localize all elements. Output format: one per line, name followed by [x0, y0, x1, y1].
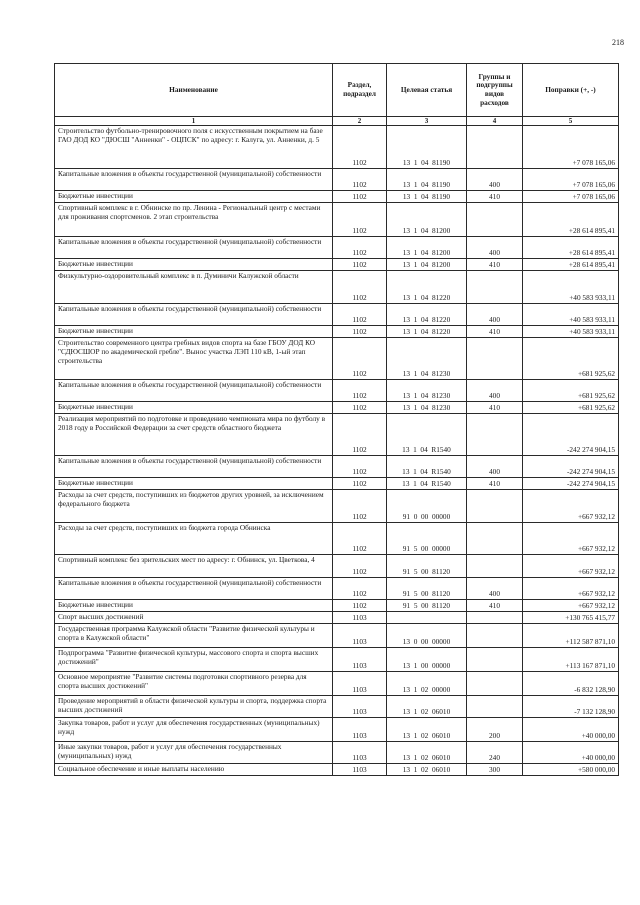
row-group: 400 — [467, 456, 523, 478]
row-section: 1102 — [333, 338, 387, 380]
row-amount: +667 932,12 — [523, 523, 619, 555]
row-group: 240 — [467, 742, 523, 764]
table-row — [55, 380, 619, 402]
row-name: Спорт высших достижений — [55, 612, 333, 624]
column-number-row — [55, 117, 619, 126]
row-amount: +28 614 895,41 — [523, 203, 619, 237]
row-section: 1103 — [333, 718, 387, 742]
row-name: Капитальные вложения в объекты государственной (муниципальной) собственности — [55, 237, 333, 259]
row-name: Государственная программа Калужской области "Развитие физической культуры и спорта в Калужской области" — [55, 624, 333, 648]
row-section: 1103 — [333, 648, 387, 672]
row-section: 1102 — [333, 259, 387, 271]
row-section: 1102 — [333, 271, 387, 304]
row-article: 13 1 02 06010 — [387, 764, 467, 776]
table-row — [55, 271, 619, 304]
row-section: 1103 — [333, 612, 387, 624]
column-number: 3 — [387, 117, 467, 126]
row-name: Бюджетные инвестиции — [55, 191, 333, 203]
table-row — [55, 478, 619, 490]
row-group: 400 — [467, 237, 523, 259]
table-row — [55, 456, 619, 478]
column-number: 1 — [55, 117, 333, 126]
row-group: 200 — [467, 718, 523, 742]
row-section: 1102 — [333, 304, 387, 326]
row-name: Расходы за счет средств, поступивших из бюджетов других уровней, за исключением федерального бюджета — [55, 490, 333, 523]
row-amount: +28 614 895,41 — [523, 259, 619, 271]
row-name: Социальное обеспечение и иные выплаты населению — [55, 764, 333, 776]
row-article: 91 5 00 81120 — [387, 578, 467, 600]
row-section: 1102 — [333, 191, 387, 203]
table-body — [55, 126, 619, 776]
row-amount: +28 614 895,41 — [523, 237, 619, 259]
row-amount: +112 587 871,10 — [523, 624, 619, 648]
row-name: Капитальные вложения в объекты государственной (муниципальной) собственности — [55, 304, 333, 326]
row-name: Капитальные вложения в объекты государственной (муниципальной) собственности — [55, 456, 333, 478]
row-section: 1103 — [333, 742, 387, 764]
row-section: 1102 — [333, 414, 387, 456]
row-name: Бюджетные инвестиции — [55, 402, 333, 414]
row-name: Реализация мероприятий по подготовке и проведению чемпионата мира по футболу в 2018 году в Российской Федерации за счет средств областного бюджета — [55, 414, 333, 456]
table-row — [55, 414, 619, 456]
row-section: 1102 — [333, 490, 387, 523]
header-section: Раздел, подраздел — [333, 64, 387, 117]
row-name: Бюджетные инвестиции — [55, 600, 333, 612]
row-article: 13 1 02 06010 — [387, 742, 467, 764]
row-section: 1103 — [333, 764, 387, 776]
row-article: 13 1 02 06010 — [387, 718, 467, 742]
row-group: 300 — [467, 764, 523, 776]
row-name: Бюджетные инвестиции — [55, 478, 333, 490]
header-name: Наименование — [55, 64, 333, 117]
row-group — [467, 672, 523, 696]
row-section: 1102 — [333, 126, 387, 169]
page-number: 218 — [612, 38, 624, 47]
row-article: 91 5 00 81120 — [387, 600, 467, 612]
table-row — [55, 742, 619, 764]
row-group — [467, 203, 523, 237]
column-number: 4 — [467, 117, 523, 126]
row-amount: +40 000,00 — [523, 742, 619, 764]
table-row — [55, 203, 619, 237]
row-name: Физкультурно-оздоровительный комплекс в п. Думиничи Калужской области — [55, 271, 333, 304]
table-row — [55, 624, 619, 648]
row-name: Бюджетные инвестиции — [55, 326, 333, 338]
row-amount: +667 932,12 — [523, 578, 619, 600]
row-name: Капитальные вложения в объекты государственной (муниципальной) собственности — [55, 169, 333, 191]
row-article: 13 0 00 00000 — [387, 624, 467, 648]
row-group: 410 — [467, 326, 523, 338]
row-amount: +667 932,12 — [523, 490, 619, 523]
row-article: 91 5 00 00000 — [387, 523, 467, 555]
row-section: 1102 — [333, 478, 387, 490]
row-section: 1102 — [333, 380, 387, 402]
row-amount: +40 583 933,11 — [523, 271, 619, 304]
row-section: 1103 — [333, 696, 387, 718]
row-name: Иные закупки товаров, работ и услуг для обеспечения государственных (муниципальных) нужд — [55, 742, 333, 764]
row-article: 13 1 04 81220 — [387, 326, 467, 338]
row-amount: -7 132 128,90 — [523, 696, 619, 718]
row-amount: +7 078 165,06 — [523, 169, 619, 191]
row-amount: +681 925,62 — [523, 380, 619, 402]
row-group: 410 — [467, 600, 523, 612]
row-section: 1102 — [333, 578, 387, 600]
row-article: 91 0 00 00000 — [387, 490, 467, 523]
row-group — [467, 648, 523, 672]
row-article: 13 1 04 81220 — [387, 304, 467, 326]
row-section: 1102 — [333, 237, 387, 259]
row-section: 1102 — [333, 402, 387, 414]
row-group: 410 — [467, 259, 523, 271]
table-row — [55, 490, 619, 523]
row-section: 1102 — [333, 169, 387, 191]
table-row — [55, 304, 619, 326]
row-amount: -6 832 128,90 — [523, 672, 619, 696]
row-article: 91 5 00 81120 — [387, 555, 467, 578]
row-amount: +40 583 933,11 — [523, 326, 619, 338]
row-group — [467, 696, 523, 718]
row-article: 13 1 02 06010 — [387, 696, 467, 718]
row-amount: +580 000,00 — [523, 764, 619, 776]
row-group — [467, 612, 523, 624]
budget-amendments-table — [54, 63, 619, 776]
row-amount: -242 274 904,15 — [523, 456, 619, 478]
row-name: Спортивный комплекс в г. Обнинске по пр. Ленина - Региональный центр с местами для проживания спортсменов. 2 этап строительства — [55, 203, 333, 237]
row-group — [467, 490, 523, 523]
row-article: 13 1 04 81220 — [387, 271, 467, 304]
table-row — [55, 764, 619, 776]
table-row — [55, 718, 619, 742]
header-row — [55, 64, 619, 117]
table-row — [55, 402, 619, 414]
table-row — [55, 237, 619, 259]
header-amount: Поправки (+, -) — [523, 64, 619, 117]
row-group — [467, 271, 523, 304]
row-section: 1103 — [333, 624, 387, 648]
row-amount: +40 000,00 — [523, 718, 619, 742]
row-name: Основное мероприятие "Развитие системы подготовки спортивного резерва для спорта высших достижений" — [55, 672, 333, 696]
row-group — [467, 338, 523, 380]
row-section: 1102 — [333, 600, 387, 612]
row-section: 1102 — [333, 523, 387, 555]
row-name: Строительство футбольно-тренировочного поля с искусственным покрытием на базе ГАО ДОД КО "ДЮСШ "Анненки" - ОЦПСК" по адресу: г. Калуга, ул. Анненки, д. 5 — [55, 126, 333, 169]
row-group: 400 — [467, 578, 523, 600]
row-group: 400 — [467, 169, 523, 191]
table-row — [55, 555, 619, 578]
row-amount: +667 932,12 — [523, 600, 619, 612]
row-article: 13 1 04 R1540 — [387, 414, 467, 456]
row-group — [467, 555, 523, 578]
row-section: 1102 — [333, 203, 387, 237]
row-group: 410 — [467, 191, 523, 203]
column-number: 5 — [523, 117, 619, 126]
row-article: 13 1 04 R1540 — [387, 456, 467, 478]
row-name: Подпрограмма "Развитие физической культуры, массового спорта и спорта высших достижений" — [55, 648, 333, 672]
row-amount: +681 925,62 — [523, 402, 619, 414]
row-group — [467, 523, 523, 555]
row-amount: +7 078 165,06 — [523, 191, 619, 203]
row-article: 13 1 04 81190 — [387, 169, 467, 191]
table-row — [55, 326, 619, 338]
row-section: 1102 — [333, 555, 387, 578]
row-amount: -242 274 904,15 — [523, 414, 619, 456]
row-name: Строительство современного центра гребных видов спорта на базе ГБОУ ДОД КО "СДЮСШОР по академической гребле". Вынос участка ЛЭП 110 кВ, 1-ый этап строительства — [55, 338, 333, 380]
row-amount: +667 932,12 — [523, 555, 619, 578]
row-name: Закупка товаров, работ и услуг для обеспечения государственных (муниципальных) нужд — [55, 718, 333, 742]
row-amount: -242 274 904,15 — [523, 478, 619, 490]
row-article: 13 1 04 81190 — [387, 126, 467, 169]
row-name: Капитальные вложения в объекты государственной (муниципальной) собственности — [55, 578, 333, 600]
row-article: 13 1 04 81190 — [387, 191, 467, 203]
row-group — [467, 414, 523, 456]
row-amount: +113 167 871,10 — [523, 648, 619, 672]
row-article: 13 1 00 00000 — [387, 648, 467, 672]
row-article: 13 1 02 00000 — [387, 672, 467, 696]
row-article: 13 1 04 R1540 — [387, 478, 467, 490]
table-row — [55, 191, 619, 203]
table-row — [55, 169, 619, 191]
row-group: 400 — [467, 380, 523, 402]
row-article: 13 1 04 81230 — [387, 402, 467, 414]
column-number: 2 — [333, 117, 387, 126]
header-group: Группы и подгруппы видов расходов — [467, 64, 523, 117]
row-section: 1103 — [333, 672, 387, 696]
row-article — [387, 612, 467, 624]
row-name: Расходы за счет средств, поступивших из бюджета города Обнинска — [55, 523, 333, 555]
table-row — [55, 259, 619, 271]
row-amount: +681 925,62 — [523, 338, 619, 380]
row-article: 13 1 04 81200 — [387, 237, 467, 259]
table-row — [55, 696, 619, 718]
row-group: 410 — [467, 478, 523, 490]
table-row — [55, 672, 619, 696]
table-row — [55, 578, 619, 600]
table-row — [55, 612, 619, 624]
table-row — [55, 338, 619, 380]
row-amount: +130 765 415,77 — [523, 612, 619, 624]
row-section: 1102 — [333, 326, 387, 338]
row-group — [467, 126, 523, 169]
row-group — [467, 624, 523, 648]
row-section: 1102 — [333, 456, 387, 478]
table-row — [55, 523, 619, 555]
header-article: Целевая статья — [387, 64, 467, 117]
row-article: 13 1 04 81200 — [387, 203, 467, 237]
table-row — [55, 600, 619, 612]
row-article: 13 1 04 81230 — [387, 338, 467, 380]
row-name: Бюджетные инвестиции — [55, 259, 333, 271]
row-article: 13 1 04 81200 — [387, 259, 467, 271]
table-row — [55, 648, 619, 672]
row-name: Спортивный комплекс без зрительских мест по адресу: г. Обнинск, ул. Цветкова, 4 — [55, 555, 333, 578]
row-group: 400 — [467, 304, 523, 326]
row-group: 410 — [467, 402, 523, 414]
row-name: Проведение мероприятий в области физической культуры и спорта, поддержка спорта высших достижений — [55, 696, 333, 718]
table-row — [55, 126, 619, 169]
row-name: Капитальные вложения в объекты государственной (муниципальной) собственности — [55, 380, 333, 402]
row-amount: +7 078 165,06 — [523, 126, 619, 169]
row-article: 13 1 04 81230 — [387, 380, 467, 402]
row-amount: +40 583 933,11 — [523, 304, 619, 326]
